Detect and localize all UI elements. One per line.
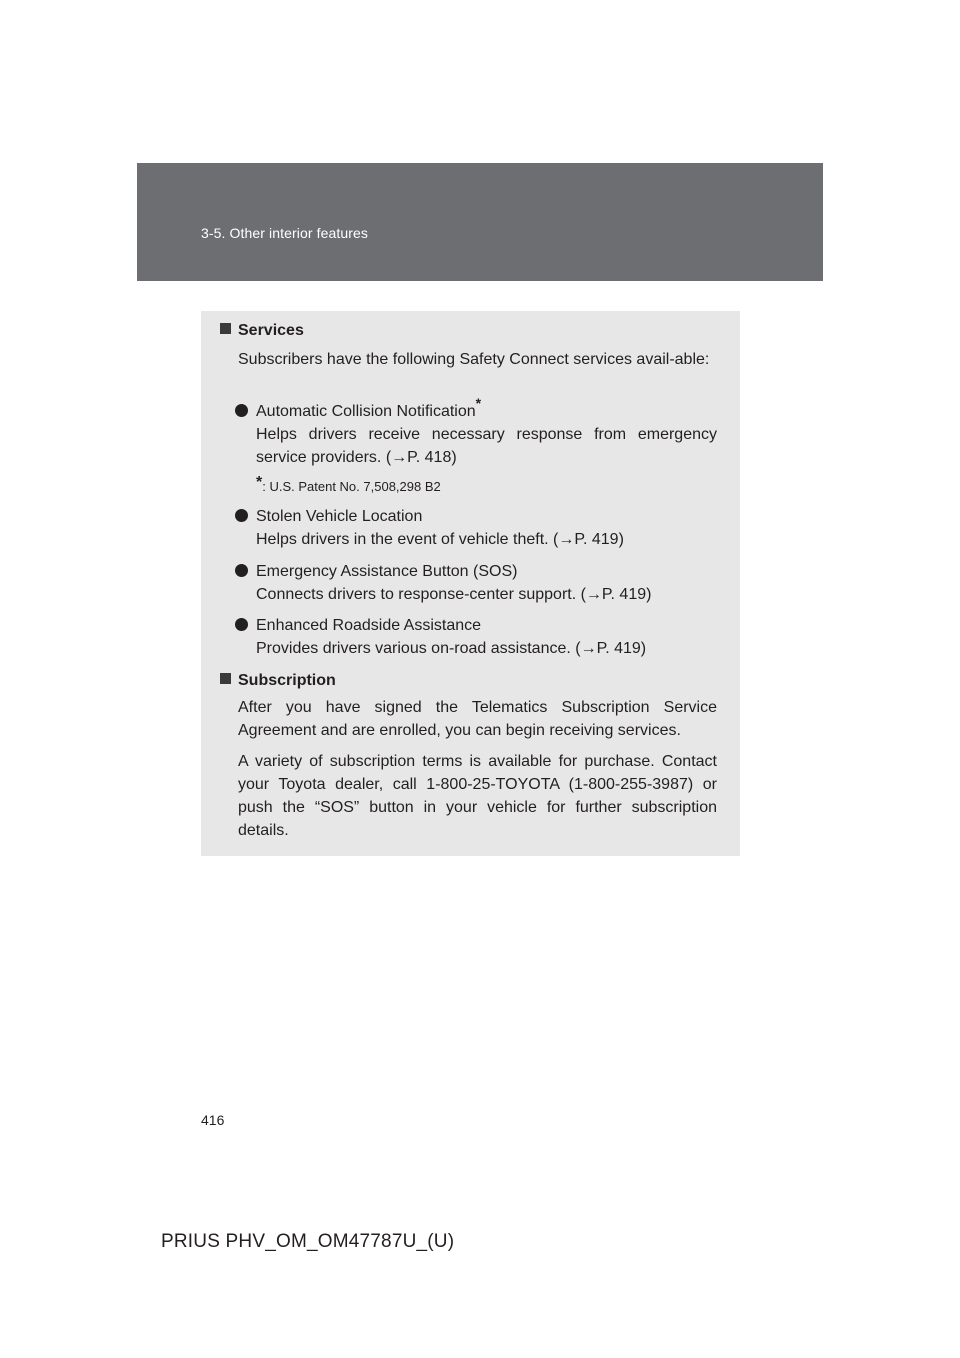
circle-bullet-icon <box>235 509 248 522</box>
list-item-collision-notification: Automatic Collision Notification* <box>235 400 481 423</box>
list-item-description: Connects drivers to response-center support. (→P. 419) <box>256 586 652 603</box>
circle-bullet-icon <box>235 618 248 631</box>
subscription-terms-paragraph: A variety of subscription terms is available for purchase. Contact your Toyota dealer, call 1-800-25-TOYOTA (1-800-255-3987) or push the “SOS” button in your vehicle for further subscription details. <box>238 753 717 839</box>
circle-bullet-icon <box>235 564 248 577</box>
list-item-description: Helps drivers receive necessary response from emergency service providers. (→P. 418) <box>256 426 717 466</box>
subscription-heading: Subscription <box>220 672 336 690</box>
list-item-stolen-vehicle: Stolen Vehicle Location <box>235 505 422 528</box>
square-bullet-icon <box>220 673 231 684</box>
section-title: 3-5. Other interior features <box>201 225 368 241</box>
subscription-paragraph: After you have signed the Telematics Subscription Service Agreement and are enrolled, you can begin receiving services. <box>238 699 717 739</box>
asterisk-marker: * <box>475 394 482 411</box>
patent-footnote: *: U.S. Patent No. 7,508,298 B2 <box>256 474 441 494</box>
info-box <box>201 311 740 856</box>
services-heading: Services <box>220 322 304 340</box>
square-bullet-icon <box>220 323 231 334</box>
list-item-description: Provides drivers various on-road assistance. (→P. 419) <box>256 640 647 657</box>
document-id: PRIUS PHV_OM_OM47787U_(U) <box>161 1231 455 1252</box>
list-item-emergency-button: Emergency Assistance Button (SOS) <box>235 560 517 583</box>
list-item-roadside-assistance: Enhanced Roadside Assistance <box>235 614 481 637</box>
page-number: 416 <box>201 1112 225 1128</box>
services-intro: Subscribers have the following Safety Connect services avail-able: <box>238 351 710 368</box>
section-header-band <box>137 163 823 281</box>
list-item-description: Helps drivers in the event of vehicle theft. (→P. 419) <box>256 531 624 548</box>
circle-bullet-icon <box>235 404 248 417</box>
